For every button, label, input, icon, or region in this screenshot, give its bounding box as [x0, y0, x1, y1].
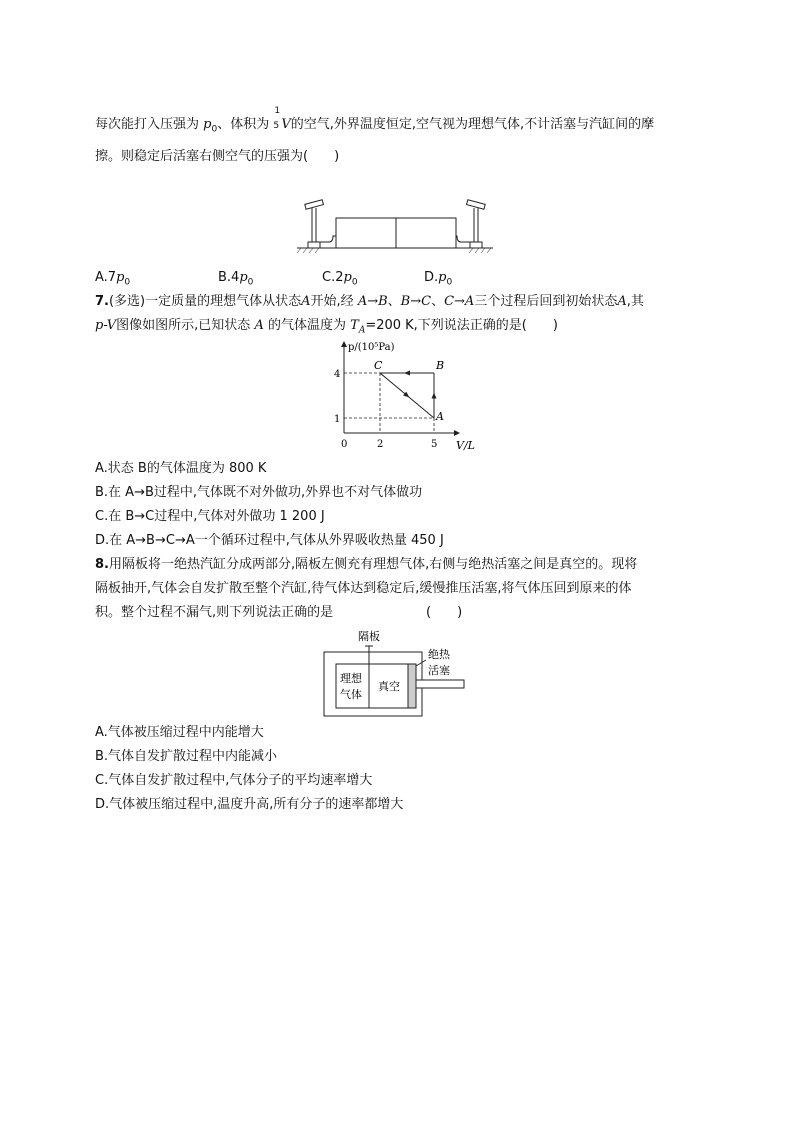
q8-option-c[interactable]: C.气体自发扩散过程中,气体分子的平均速率增大 [95, 773, 373, 788]
y-axis-label: p/(10⁵Pa) [348, 342, 395, 353]
x-axis-label: V/L [456, 439, 475, 452]
arrow-B-C [404, 371, 410, 376]
q7-option-b[interactable]: B.在 A→B过程中,气体既不对外做功,外界也不对气体做功 [95, 485, 423, 500]
q6-option-a[interactable]: $A.7p_0$ [95, 270, 131, 288]
vacuum-label: 真空 [378, 680, 400, 693]
q7-option-c[interactable]: C.在 B→C过程中,气体对外做功 1 200 J [95, 509, 325, 524]
q6-option-b[interactable]: $B.4p_0$ [218, 270, 254, 288]
q7-line-1: 7.(多选)一定质量的理想气体从状态A开始,经 A→B、B→C、C→A三个过程后回到初始状态A,其 [95, 294, 644, 309]
point-label-b: B [436, 359, 445, 372]
q8-option-a[interactable]: A.气体被压缩过程中内能增大 [95, 725, 264, 740]
piston-label-2: 活塞 [428, 664, 450, 677]
q8-line-3: 积。整个过程不漏气,则下列说法正确的是 [95, 605, 334, 620]
q8-answer-paren: ( ) [426, 605, 463, 620]
q8-option-d[interactable]: D.气体被压缩过程中,温度升高,所有分子的速率都增大 [95, 797, 404, 812]
q7-line-2: p-V图像如图所示,已知状态 A 的气体温度为 $T_A=200$ K,下列说法正确的是( ) [95, 318, 558, 336]
point-label-c: C [374, 359, 383, 372]
arrow-A-B [432, 393, 437, 399]
y-tick-label: 4 [334, 369, 341, 380]
pv-chart [326, 336, 475, 456]
x-tick-label: 2 [377, 439, 384, 450]
point-label-a: A [436, 410, 444, 423]
q8-line-1: 8.用隔板将一绝热汽缸分成两部分,隔板左侧充有理想气体,右侧与绝热活塞之间是真空的。现将 [95, 557, 638, 572]
fraction-one-fifth: 1 5 [273, 106, 281, 131]
gas-label-1: 理想 [340, 672, 362, 685]
gas-label-2: 气体 [340, 688, 362, 701]
q8-option-b[interactable]: B.气体自发扩散过程中内能减小 [95, 749, 278, 764]
x-tick-label: 0 [341, 439, 348, 450]
q8-line-2: 隔板抽开,气体会自发扩散至整个汽缸,待气体达到稳定后,缓慢推压活塞,将气体压回到原来的体 [95, 581, 632, 596]
y-tick-label: 1 [334, 414, 341, 425]
partition-label: 隔板 [358, 630, 380, 643]
q6-line-2: 擦。则稳定后活塞右侧空气的压强为( ) [95, 149, 340, 164]
q6-line-1: 每次能打入压强为 $p_0$、体积为 1 5 V的空气,外界温度恒定,空气视为理想气体,不计活塞与汽缸间的摩 [95, 106, 655, 135]
x-tick-label: 5 [431, 439, 438, 450]
cylinder-pump-diagram [295, 196, 495, 258]
insulated-cylinder-diagram [320, 628, 470, 720]
q6-option-c[interactable]: $C.2p_0$ [322, 270, 358, 288]
q7-option-d[interactable]: D.在 A→B→C→A一个循环过程中,气体从外界吸收热量 450 J [95, 533, 444, 548]
q7-option-a[interactable]: A.状态 B的气体温度为 800 K [95, 461, 267, 476]
q6-option-d[interactable]: $D.p_0$ [424, 270, 453, 288]
piston-label-1: 绝热 [428, 648, 450, 661]
